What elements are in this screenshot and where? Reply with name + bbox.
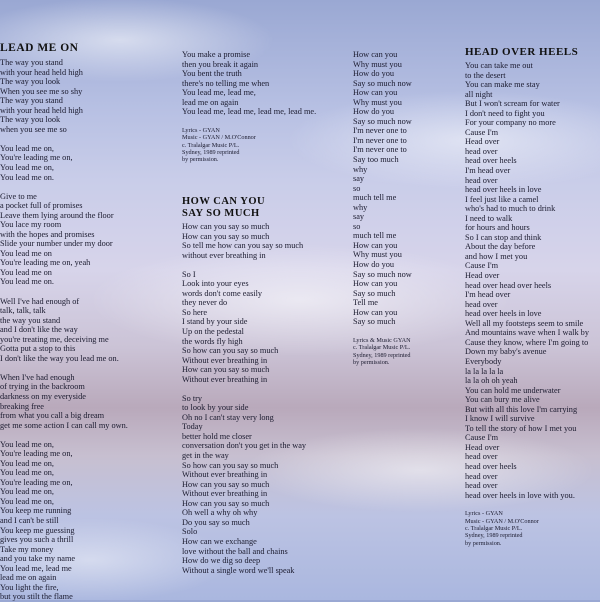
- lyric-line: How do you: [353, 107, 395, 117]
- lyric-line: So here: [182, 307, 208, 317]
- lyric-line: Well I've had enough of: [0, 296, 80, 306]
- lyric-line: HOW CAN YOU: [182, 196, 266, 207]
- lyric-line: they never do: [182, 298, 228, 308]
- lyric-line: why: [353, 164, 368, 174]
- lyric-line: How can you say so much: [182, 231, 270, 241]
- lyric-line: head over: [465, 146, 498, 156]
- lyric-line: Without a single word we'll speak: [182, 565, 295, 575]
- lyric-line: You lead me on,: [0, 458, 55, 468]
- lyric-line: Lyrics - GYAN: [465, 510, 503, 518]
- column-how-can-you: [182, 196, 350, 575]
- lyric-line: You can hold me underwater: [465, 385, 561, 395]
- lyric-line: the words fly high: [182, 336, 243, 346]
- lyric-line: Say so much now: [353, 269, 412, 279]
- lyric-line: So I: [182, 269, 196, 279]
- lyric-line: I feel just like a camel: [465, 194, 539, 204]
- lyric-line: Cause they know, where I'm going to: [465, 337, 589, 347]
- lyrics-how-can-you-end: [353, 50, 463, 327]
- lyric-line: so: [353, 183, 361, 193]
- lyric-line: You lead me on: [0, 267, 52, 277]
- lyric-line: head over heels: [465, 156, 517, 166]
- lyric-line: you're treating me, deceiving me: [0, 334, 109, 344]
- lyric-line: of trying in the backroom: [0, 382, 85, 392]
- lyric-line: Today: [182, 422, 203, 432]
- lyric-line: head over head over heels: [465, 280, 552, 290]
- column-how-can-you-end: [353, 42, 463, 366]
- lyric-line: How can you: [353, 88, 398, 98]
- lyric-line: when you see me so: [0, 124, 67, 134]
- lyric-line: How can we exchange: [182, 536, 257, 546]
- lyric-line: head over: [465, 175, 498, 185]
- lyric-line: why: [353, 202, 368, 212]
- lyric-line: You bent the truth: [182, 69, 242, 79]
- lyric-line: Why must you: [353, 59, 402, 69]
- lyric-line: Without ever breathing in: [182, 374, 268, 384]
- lyric-line: Tell me: [353, 298, 378, 308]
- lyric-line: You're leading me on,: [0, 477, 73, 487]
- lyric-line: Up on the pedestal: [182, 326, 244, 336]
- lyric-line: How can you: [353, 307, 398, 317]
- lyric-line: Gotta put a stop to this: [0, 344, 76, 354]
- lyric-line: To tell the story of how I met you: [465, 423, 577, 433]
- lyric-line: [182, 384, 350, 394]
- lyric-line: [0, 287, 170, 297]
- lyric-line: [0, 363, 170, 373]
- lyric-line: You lead me on,: [0, 162, 55, 172]
- lyric-line: Say so much now: [353, 116, 412, 126]
- lyric-line: Oh well a why oh why: [182, 508, 258, 518]
- song-title-lead-me-on: LEAD ME ON: [0, 42, 79, 54]
- lyric-line: and how I met you: [465, 251, 528, 261]
- lyric-line: Music - GYAN / M.O'Connor: [465, 517, 539, 525]
- lyric-line: I'm head over: [465, 290, 511, 300]
- lyric-line: When I've had enough: [0, 372, 75, 382]
- lyric-line: SAY SO MUCH: [182, 207, 260, 219]
- lyric-line: [182, 260, 350, 270]
- lyric-line: so: [353, 221, 361, 231]
- lyric-line: words don't come easily: [182, 288, 263, 298]
- lyric-line: to look by your side: [182, 403, 249, 413]
- lyrics-head-over-heels: [465, 61, 589, 500]
- song-title-how-can-you: [182, 196, 350, 219]
- lyric-line: You make a promise: [182, 50, 251, 59]
- lyrics-how-can-you: [182, 222, 350, 575]
- lyric-line: Slide your number under my door: [0, 239, 113, 249]
- lyric-line: The way you look: [0, 115, 61, 125]
- lyric-line: Oh no I can't stay very long: [182, 412, 274, 422]
- lyric-line: get in the way: [182, 451, 229, 461]
- lyric-line: say: [353, 212, 365, 222]
- lyric-line: Say too much: [353, 155, 399, 165]
- lyric-line: How do you: [353, 69, 395, 79]
- lyric-line: with your head held high: [0, 67, 83, 77]
- lyric-line: Head over: [465, 442, 500, 452]
- lyric-line: head over heels in love with you.: [465, 490, 575, 500]
- lyric-line: You can take me out: [465, 61, 533, 70]
- lyric-line: You lead me on.: [0, 172, 55, 182]
- lyric-line: [0, 134, 170, 144]
- lyric-line: head over: [465, 452, 498, 462]
- lyric-line: I know I will survive: [465, 414, 535, 424]
- lyric-line: much tell me: [353, 193, 397, 203]
- lyric-line: by permission.: [182, 156, 219, 164]
- lyric-line: c. Tralalgar Music P/L.: [465, 524, 523, 532]
- lyric-line: The way you look: [0, 77, 61, 87]
- lyrics-lead-me-on: [0, 58, 170, 602]
- lyric-line: head over: [465, 471, 498, 481]
- lyrics-lead-me-on-end: [182, 50, 350, 117]
- lyric-line: but you stilt the flame: [0, 592, 73, 602]
- lyric-line: then you break it again: [182, 59, 259, 69]
- lyric-line: You lead me on.: [0, 277, 55, 287]
- lyric-line: And mountains wave when I walk by: [465, 328, 589, 338]
- lyric-line: You're leading me on, yeah: [0, 258, 91, 268]
- lyric-line: How can you say so much: [182, 479, 270, 489]
- lyric-line: head over heels in love: [465, 185, 542, 195]
- lyric-line: breaking free: [0, 401, 44, 411]
- lyric-line: So try: [182, 393, 203, 403]
- lyric-line: You lead me, lead me, lead me, lead me.: [182, 107, 317, 117]
- lyric-line: How do you: [353, 260, 395, 270]
- lyric-line: from what you call a big dream: [0, 411, 105, 421]
- lyric-line: Without ever breathing in: [182, 489, 268, 499]
- column-lead-me-on: [0, 42, 170, 602]
- lyric-line: c. Tralalgar Music P/L.: [182, 141, 240, 149]
- lyric-line: You lead me on,: [0, 439, 55, 449]
- lyric-line: Everybody: [465, 356, 502, 366]
- lyric-line: conversation don't you get in the way: [182, 441, 307, 451]
- lyric-line: Sydney, 1989 reprinted: [353, 351, 411, 359]
- lyric-line: Down my baby's avenue: [465, 347, 547, 357]
- lyric-line: head over: [465, 481, 498, 491]
- lyric-line: Without ever breathing in: [182, 470, 268, 480]
- lyric-line: How can you: [353, 240, 398, 250]
- lyric-line: You light the fire,: [0, 582, 59, 592]
- lyric-line: gives you such a thrill: [0, 535, 74, 545]
- lyric-line: say: [353, 174, 365, 184]
- lyric-line: How can you: [353, 279, 398, 289]
- lyric-line: Cause I'm: [465, 127, 499, 137]
- lyric-line: You lead me on,: [0, 468, 55, 478]
- lyric-line: and you take my name: [0, 554, 76, 564]
- lyric-line: Without ever breathing in: [182, 355, 268, 365]
- lyric-line: How can you say so much: [182, 365, 270, 375]
- lyric-line: How do we dig so deep: [182, 556, 261, 566]
- lyric-line: Why must you: [353, 97, 402, 107]
- lyric-line: Sydney, 1989 reprinted: [465, 532, 523, 540]
- lyric-line: head over heels in love: [465, 309, 542, 319]
- lyric-line: About the day before: [465, 242, 536, 252]
- lyric-line: [0, 430, 170, 440]
- lyric-line: Do you say so much: [182, 517, 250, 527]
- lyric-line: [0, 182, 170, 192]
- column-head-over-heels: [465, 46, 589, 547]
- lyric-line: I'm head over: [465, 166, 511, 176]
- lyric-line: I'm never one to: [353, 135, 407, 145]
- lyric-line: You lace my room: [0, 220, 62, 230]
- lyric-line: I'm never one to: [353, 126, 407, 136]
- lyric-line: without ever breathing in: [182, 250, 266, 260]
- lyric-line: You can make me stay: [465, 80, 540, 90]
- lyric-line: Music - GYAN / M.O'Connor: [182, 134, 256, 142]
- lyric-line: love without the ball and chains: [182, 546, 288, 556]
- lyric-line: talk, talk, talk: [0, 306, 46, 316]
- credit-head-over-heels: [465, 510, 589, 547]
- lyric-line: You can bury me alive: [465, 395, 540, 405]
- lyric-line: and I don't like the way: [0, 325, 78, 335]
- lyric-line: by permission.: [465, 539, 502, 547]
- lyric-line: You keep me guessing: [0, 525, 75, 535]
- lyric-line: I don't need to fight you: [465, 108, 545, 118]
- lyric-line: I stand by your side: [182, 317, 248, 327]
- lyric-line: Leave them lying around the floor: [0, 210, 114, 220]
- lyric-line: Lyrics - GYAN: [182, 126, 220, 134]
- lyric-line: Cause I'm: [465, 261, 499, 271]
- song-title-head-over-heels: HEAD OVER HEELS: [465, 46, 579, 58]
- lyric-line: For your company no more: [465, 118, 556, 128]
- lyric-line: Sydney, 1989 reprinted: [182, 149, 240, 157]
- lyric-line: I don't like the way you lead me on.: [0, 353, 119, 363]
- lyric-line: Say so much: [353, 317, 396, 327]
- lyric-line: for hours and hours: [465, 223, 530, 233]
- lyric-line: who's had to much to drink: [465, 204, 556, 214]
- lyric-line: You lead me on,: [0, 487, 55, 497]
- lyric-line: So how can you say so much: [182, 460, 279, 470]
- lyric-line: You lead me, lead me,: [182, 88, 256, 98]
- lyric-line: You lead me on,: [0, 143, 55, 153]
- lyric-line: and I can't be still: [0, 516, 59, 526]
- lyric-line: But with all this love I'm carrying: [465, 404, 578, 414]
- lyric-line: much tell me: [353, 231, 397, 241]
- lyric-line: with your head held high: [0, 105, 83, 115]
- lyric-line: The way you stand: [0, 58, 63, 67]
- lyric-line: I need to walk: [465, 213, 513, 223]
- lyric-line: Solo: [182, 527, 198, 537]
- lyric-line: with the hopes and promises: [0, 229, 95, 239]
- column-continuation: [182, 42, 350, 164]
- lyric-line: You keep me running: [0, 506, 72, 516]
- lyric-line: You lead me on: [0, 248, 52, 258]
- lyric-line: Look into your eyes: [182, 279, 249, 289]
- lyric-line: c. Tralalgar Music P/L.: [353, 344, 411, 352]
- lyric-line: la la la la la: [465, 366, 504, 376]
- lyric-line: Say so much: [353, 288, 396, 298]
- lyric-line: by permission.: [353, 359, 390, 367]
- lyric-line: Why must you: [353, 250, 402, 260]
- lyric-line: Well all my footsteps seem to smile: [465, 318, 584, 328]
- lyric-line: So how can you say so much: [182, 346, 279, 356]
- lyric-line: You lead me, lead me: [0, 563, 72, 573]
- lyric-line: I'm never one to: [353, 145, 407, 155]
- lyric-line: there's no telling me when: [182, 78, 270, 88]
- lyric-line: lead me on again: [182, 97, 239, 107]
- lyric-line: all night: [465, 89, 493, 99]
- lyric-line: You're leading me on,: [0, 449, 73, 459]
- credit-how-can-you: [353, 337, 463, 367]
- lyric-line: head over: [465, 299, 498, 309]
- lyric-line: So tell me how can you say so much: [182, 241, 304, 251]
- lyric-line: Lyrics & Music GYAN: [353, 336, 411, 344]
- lyric-line: You're leading me on,: [0, 153, 73, 163]
- lyric-line: the way you stand: [0, 315, 61, 325]
- lyric-line: Give to me: [0, 191, 37, 201]
- lyric-line: lead me on again: [0, 573, 57, 583]
- lyric-line: get me some action I can call my own.: [0, 420, 128, 430]
- lyric-line: But I won't scream for water: [465, 99, 560, 109]
- lyric-line: Take my money: [0, 544, 54, 554]
- lyric-line: Head over: [465, 137, 500, 147]
- lyric-line: better hold me closer: [182, 431, 252, 441]
- lyric-line: How can you say so much: [182, 222, 270, 231]
- lyric-line: to the desert: [465, 70, 506, 80]
- lyric-line: How can you: [353, 50, 398, 59]
- lyric-line: So I can stop and think: [465, 232, 542, 242]
- credit-lead-me-on: [182, 127, 350, 164]
- lyric-line: You lead me on,: [0, 496, 55, 506]
- lyric-line: a pocket full of promises: [0, 201, 83, 211]
- lyric-line: How can you say so much: [182, 498, 270, 508]
- lyric-line: Say so much now: [353, 78, 412, 88]
- lyric-line: Head over: [465, 271, 500, 281]
- lyric-line: When you see me so shy: [0, 86, 83, 96]
- lyric-line: darkness on my everyside: [0, 391, 86, 401]
- lyric-line: head over heels: [465, 461, 517, 471]
- lyric-line: Cause I'm: [465, 433, 499, 443]
- lyric-line: The way you stand: [0, 96, 63, 106]
- lyric-line: la la oh oh yeah: [465, 376, 518, 386]
